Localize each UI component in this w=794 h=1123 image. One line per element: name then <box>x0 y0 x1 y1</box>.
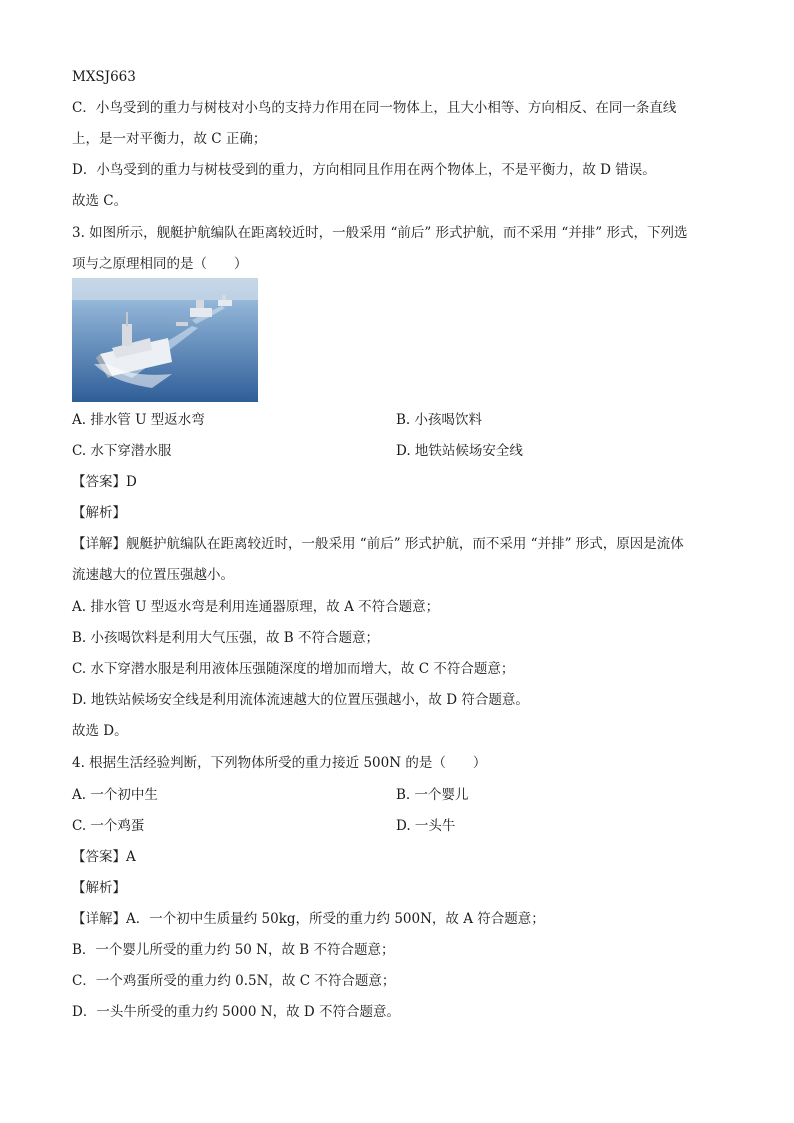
q4-option-d: D. 一头牛 <box>396 818 456 834</box>
q2-option-d-line: D．小鸟受到的重力与树枝受到的重力，方向相同且作用在两个物体上，不是平衡力，故 D 错误。 <box>72 162 656 178</box>
q3-stem-line1: 3. 如图所示，舰艇护航编队在距离较近时，一般采用 “前后” 形式护航，而不采用 “并排” 形式，下列选 <box>72 225 688 241</box>
q3-conclusion: 故选 D。 <box>72 723 128 739</box>
q4-detail-a: 【详解】A．一个初中生质量约 50kg，所受的重力约 500N，故 A 符合题意； <box>72 911 545 927</box>
q4-answer: 【答案】A <box>72 849 136 865</box>
q3-explanation-c: C. 水下穿潜水服是利用液体压强随深度的增加而增大，故 C 不符合题意； <box>72 661 515 677</box>
q4-option-a: A. 一个初中生 <box>72 787 158 803</box>
q4-stem: 4. 根据生活经验判断，下列物体所受的重力接近 500N 的是（ ） <box>72 755 487 771</box>
q4-explanation-d: D．一头牛所受的重力约 5000 N，故 D 不符合题意。 <box>72 1004 400 1020</box>
q3-analysis-label: 【解析】 <box>72 505 126 521</box>
q4-explanation-b: B．一个婴儿所受的重力约 50 N，故 B 不符合题意； <box>72 942 395 958</box>
q3-stem-line2: 项与之原理相同的是（ ） <box>72 256 248 272</box>
q3-explanation-d: D. 地铁站候场安全线是利用流体流速越大的位置压强越小，故 D 符合题意。 <box>72 692 529 708</box>
q4-option-b: B. 一个婴儿 <box>396 787 469 803</box>
q3-option-c: C. 水下穿潜水服 <box>72 443 172 459</box>
q3-option-a: A. 排水管 U 型返水弯 <box>72 412 205 428</box>
q2-conclusion: 故选 C。 <box>72 193 128 209</box>
q3-option-b: B. 小孩喝饮料 <box>396 412 483 428</box>
q3-detail-line1: 【详解】舰艇护航编队在距离较近时，一般采用 “前后” 形式护航，而不采用 “并排” 形式，原因是流体 <box>72 536 684 552</box>
q4-explanation-c: C．一个鸡蛋所受的重力约 0.5N，故 C 不符合题意； <box>72 973 396 989</box>
q2-option-c-line1: C．小鸟受到的重力与树枝对小鸟的支持力作用在同一物体上，且大小相等、方向相反、在同一条直线 <box>72 100 677 116</box>
q3-answer: 【答案】D <box>72 474 137 490</box>
q2-option-c-line2: 上，是一对平衡力，故 C 正确； <box>72 131 267 147</box>
doc-code: MXSJ663 <box>72 69 136 85</box>
q4-option-c: C. 一个鸡蛋 <box>72 818 145 834</box>
q3-detail-line2: 流速越大的位置压强越小。 <box>72 567 234 583</box>
q3-explanation-b: B. 小孩喝饮料是利用大气压强，故 B 不符合题意； <box>72 630 380 646</box>
q3-explanation-a: A. 排水管 U 型返水弯是利用连通器原理，故 A 不符合题意； <box>72 599 440 615</box>
q3-option-d: D. 地铁站候场安全线 <box>396 443 523 459</box>
q4-analysis-label: 【解析】 <box>72 880 126 896</box>
warship-formation-photo <box>72 278 258 402</box>
